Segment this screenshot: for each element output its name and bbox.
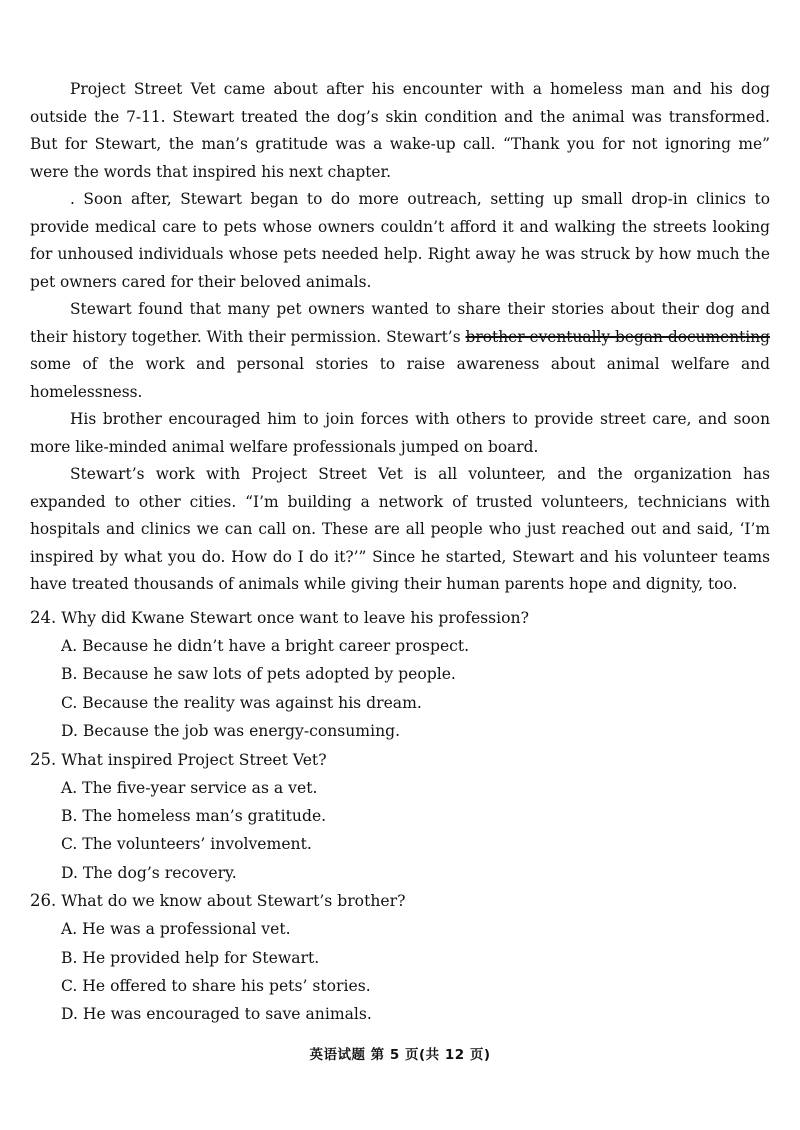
answer-option-b: B. Because he saw lots of pets adopted by people. [61, 665, 456, 684]
passage-paragraph [30, 186, 770, 296]
question-stem [30, 746, 770, 774]
answer-option-b: B. He provided help for Stewart. [61, 948, 320, 967]
answer-option-d: D. Because the job was energy-consuming. [61, 722, 401, 741]
page-footer: 英语试题 第 5 页(共 12 页) [309, 1047, 491, 1063]
passage-paragraph [30, 406, 770, 461]
answer-option-a: A. The five-year service as a vet. [61, 778, 318, 797]
passage-paragraph [30, 76, 770, 186]
question-text: What inspired Project Street Vet? [61, 750, 327, 769]
paragraph-text: some of the work and personal stories to raise awareness about animal welfare and homelessness. [30, 355, 770, 401]
question-text: Why did Kwane Stewart once want to leave his profession? [61, 609, 529, 627]
question-25 [30, 746, 770, 888]
answer-option-d: D. The dog’s recovery. [61, 863, 237, 882]
answer-option-b: B. The homeless man’s gratitude. [61, 807, 327, 826]
reading-passage [30, 76, 770, 599]
question-26 [30, 887, 770, 1029]
paragraph-text: Stewart’s work with Project Street Vet is all volunteer, and the organization has expanded to other cities. “I’m building a network of trusted volunteers, technicians with hospitals and clinics we can call on. These are all people who just reached out and said, ‘I’m inspired by what you do. How do I do it?’” Since he started, Stewart and his volunteer teams have treated thousands of animals while giving their human parents hope and dignity, too. [30, 465, 770, 593]
question-list [30, 604, 770, 1029]
question-stem [30, 604, 770, 632]
paragraph-text: Stewart found that many pet owners wanted to share their stories about their dog and their history together. With their permission. Stewart’s [30, 300, 770, 346]
answer-option-a: A. Because he didn’t have a bright career prospect. [61, 637, 470, 655]
question-number: 26. [30, 891, 57, 911]
struck-through-text: brother eventually began documenting [465, 327, 770, 346]
answer-option-c: C. He offered to share his pets’ stories. [61, 977, 371, 996]
answer-option-c: C. Because the reality was against his dream. [61, 693, 422, 712]
answer-option-c: C. The volunteers’ involvement. [61, 835, 312, 854]
answer-option-a: A. He was a professional vet. [61, 920, 291, 939]
question-24 [30, 604, 770, 746]
paragraph-text: . Soon after, Stewart began to do more outreach, setting up small drop-in clinics to provide medical care to pets whose owners couldn’t afford it and walking the streets looking for unhoused individuals whose pets needed help. Right away he was struck by how much the pet owners cared for their beloved animals. [30, 190, 770, 291]
question-stem [30, 887, 770, 915]
paragraph-text: His brother encouraged him to join forces with others to provide street care, and soon more like-minded animal welfare professionals jumped on board. [30, 410, 770, 456]
passage-paragraph [30, 296, 770, 406]
paragraph-text: Project Street Vet came about after his encounter with a homeless man and his dog outside the 7-11. Stewart treated the dog’s skin condition and the animal was transformed. But for Stewart, the man’s gratitude was a wake-up call. “Thank you for not ignoring me” were the words that inspired his next chapter. [30, 80, 770, 181]
answer-option-d: D. He was encouraged to save animals. [61, 1005, 372, 1024]
question-number: 25. [30, 749, 57, 769]
question-text: What do we know about Stewart’s brother? [61, 892, 406, 911]
passage-paragraph [30, 461, 770, 599]
question-number: 24. [30, 608, 57, 627]
